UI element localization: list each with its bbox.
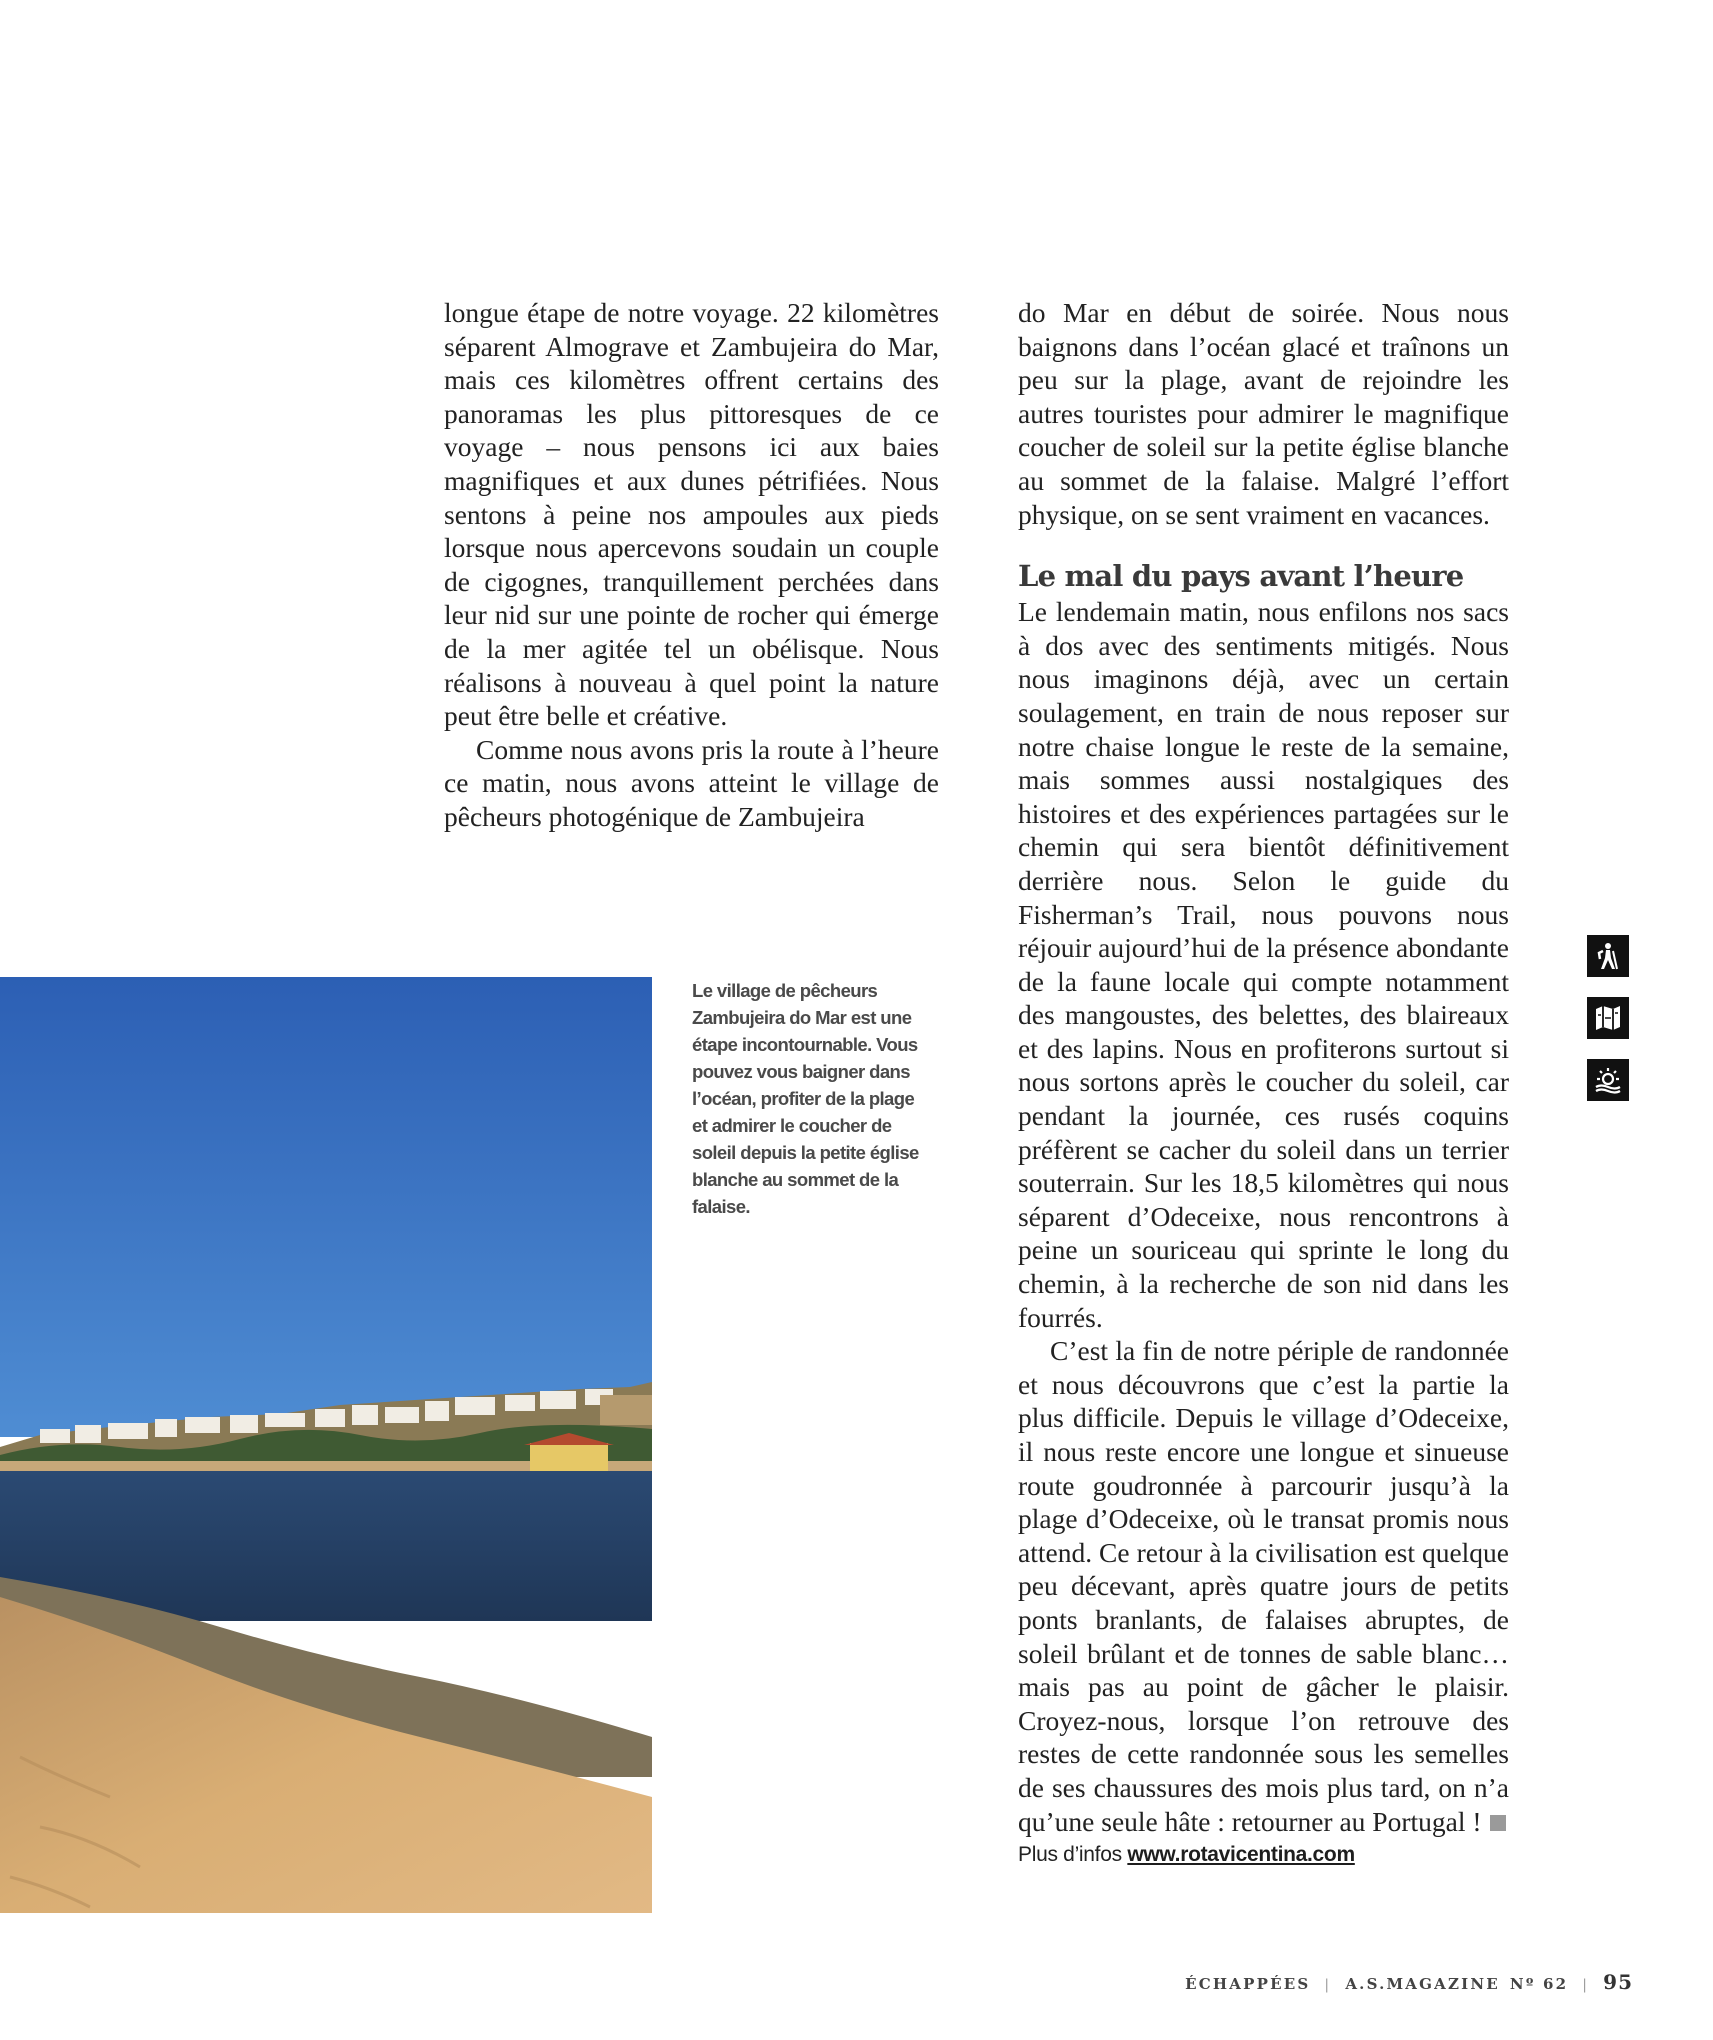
fort-wall — [600, 1395, 652, 1425]
paragraph: Comme nous avons pris la route à l’heure ce matin, nous avons atteint le village de pêcheurs photogénique de Zambujeira — [444, 733, 939, 832]
more-info-label: Plus d’infos — [1018, 1843, 1122, 1867]
paragraph — [1018, 1334, 1509, 1838]
side-icons — [1587, 935, 1631, 1121]
sunset-icon — [1587, 1059, 1629, 1101]
footer-magazine: A.S.MAGAZINE — [1345, 1975, 1500, 1993]
hiker-icon — [1587, 935, 1629, 977]
sky — [0, 977, 652, 1437]
paragraph: do Mar en début de soirée. Nous nous baignons dans l’océan glacé et traînons un peu sur la plage, avant de rejoindre les autres touristes pour admirer le magnifique coucher de soleil sur la petite église blanche au sommet de la falaise. Malgré l’effort physique, on se sent vraiment en vacances. — [1018, 297, 1509, 530]
more-info — [1018, 1840, 1509, 1870]
page-footer — [1185, 1970, 1633, 1994]
paragraph: longue étape de notre voyage. 22 kilomètres séparent Almograve et Zambujeira do Mar, mais ces kilomètres offrent certains des panoramas les plus pittoresques de ce voyage – nous pensons ici aux baies magnifiques et aux dunes pétrifiées. Nous sentons à peine nos ampoules aux pieds lorsque nous apercevons soudain un couple de cigognes, tranquillement perchées dans leur nid sur une pointe de rocher qui émerge de la mer agitée tel un obélisque. Nous réalisons à nouveau à quel point la nature peut être belle et créative. — [444, 297, 939, 732]
photo-caption: Le village de pêcheurs Zambujeira do Mar est une étape incontournable. Vous pouvez vous baigner dans l’océan, profiter de la plage et admirer le coucher de soleil depuis la petite église blanche au sommet de la falaise. — [692, 980, 919, 1217]
footer-separator: | — [1582, 1977, 1590, 1993]
article-column-right — [1018, 296, 1509, 1870]
paragraph-text: C’est la fin de notre périple de randonnée et nous découvrons que c’est la partie la plus difficile. Depuis le village d’Odeceixe, il nous reste encore une longue et sinueuse route goudronnée à parcourir jusqu’à la plage d’Odeceixe, où le transat promis nous attend. Ce retour à la civilisation est quelque peu décevant, après quatre jours de petits ponts branlants, de falaises abruptes, de soleil brûlant et de tonnes de sable blanc… mais pas au point de gâcher le plaisir. Croyez-nous, lorsque l’on retrouve des restes de cette randonnée sous les semelles de ses chaussures des mois plus tard, on n’a qu’une seule hâte : retourner au Portugal ! — [1018, 1335, 1509, 1837]
article-column-left — [444, 296, 939, 834]
footer-separator: | — [1324, 1977, 1332, 1993]
footer-issue: Nº 62 — [1509, 1975, 1569, 1993]
map-icon — [1587, 997, 1629, 1039]
end-mark-icon — [1490, 1815, 1506, 1831]
beach-photo — [0, 977, 652, 1913]
more-info-link[interactable]: www.rotavicentina.com — [1127, 1843, 1355, 1867]
page-number: 95 — [1603, 1970, 1633, 1994]
paragraph: Le lendemain matin, nous enfilons nos sacs à dos avec des sentiments mitigés. Nous nous imaginons déjà, avec un certain soulagement, en train de nous reposer sur notre chaise longue le reste de la semaine, mais sommes aussi nostalgiques des histoires et des expériences partagées sur le chemin qui sera bientôt définitivement derrière nous. Selon le guide du Fisherman’s Trail, nous pouvons nous réjouir aujourd’hui de la présence abondante de la faune locale qui compte notamment des mangoustes, des belettes, des blaireaux et des lapins. Nous en profiterons surtout si nous sortons après le coucher du soleil, car pendant la journée, ces rusés coquins préfèrent se cacher du soleil dans un terrier souterrain. Sur les 18,5 kilomètres qui nous séparent d’Odeceixe, nous rencontrons à peine un souriceau qui sprinte le long du chemin, à la recherche de son nid dans les fourrés. — [1018, 596, 1509, 1333]
footer-section: ÉCHAPPÉES — [1185, 1975, 1311, 1993]
section-heading: Le mal du pays avant l’heure — [1018, 559, 1464, 594]
